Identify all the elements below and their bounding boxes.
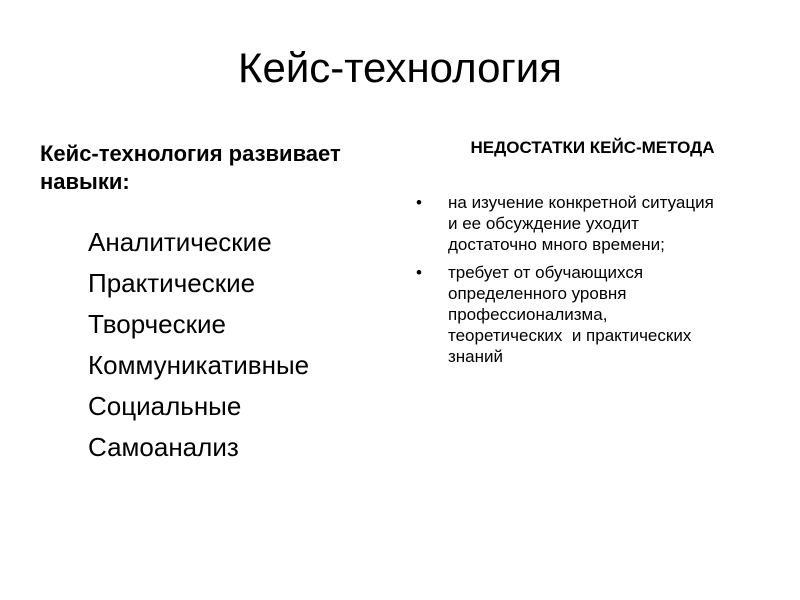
list-item: Творческие <box>88 309 226 339</box>
skills-heading: Кейс-технология развивает навыки: <box>40 141 341 194</box>
list-item <box>416 192 748 255</box>
list-item <box>416 262 748 367</box>
drawbacks-list <box>410 192 775 367</box>
skills-list <box>40 222 385 468</box>
list-item: Практические <box>88 268 256 298</box>
list-item: Социальные <box>88 391 242 421</box>
drawbacks-panel <box>410 138 775 374</box>
skills-panel <box>40 140 385 468</box>
list-item: Аналитические <box>88 227 272 257</box>
drawback-text: на изучение конкретной ситуация и ее обсуждение уходит достаточно много времени; <box>448 193 719 254</box>
list-item: Самоанализ <box>88 432 239 462</box>
page-title: Кейс-технология <box>238 44 562 91</box>
drawback-text: требует от обучающихся определенного уровня профессионализма, теоретических и практических знаний <box>448 263 697 366</box>
list-item: Коммуникативные <box>88 350 310 380</box>
drawbacks-heading: НЕДОСТАТКИ КЕЙС-МЕТОДА <box>470 138 715 157</box>
